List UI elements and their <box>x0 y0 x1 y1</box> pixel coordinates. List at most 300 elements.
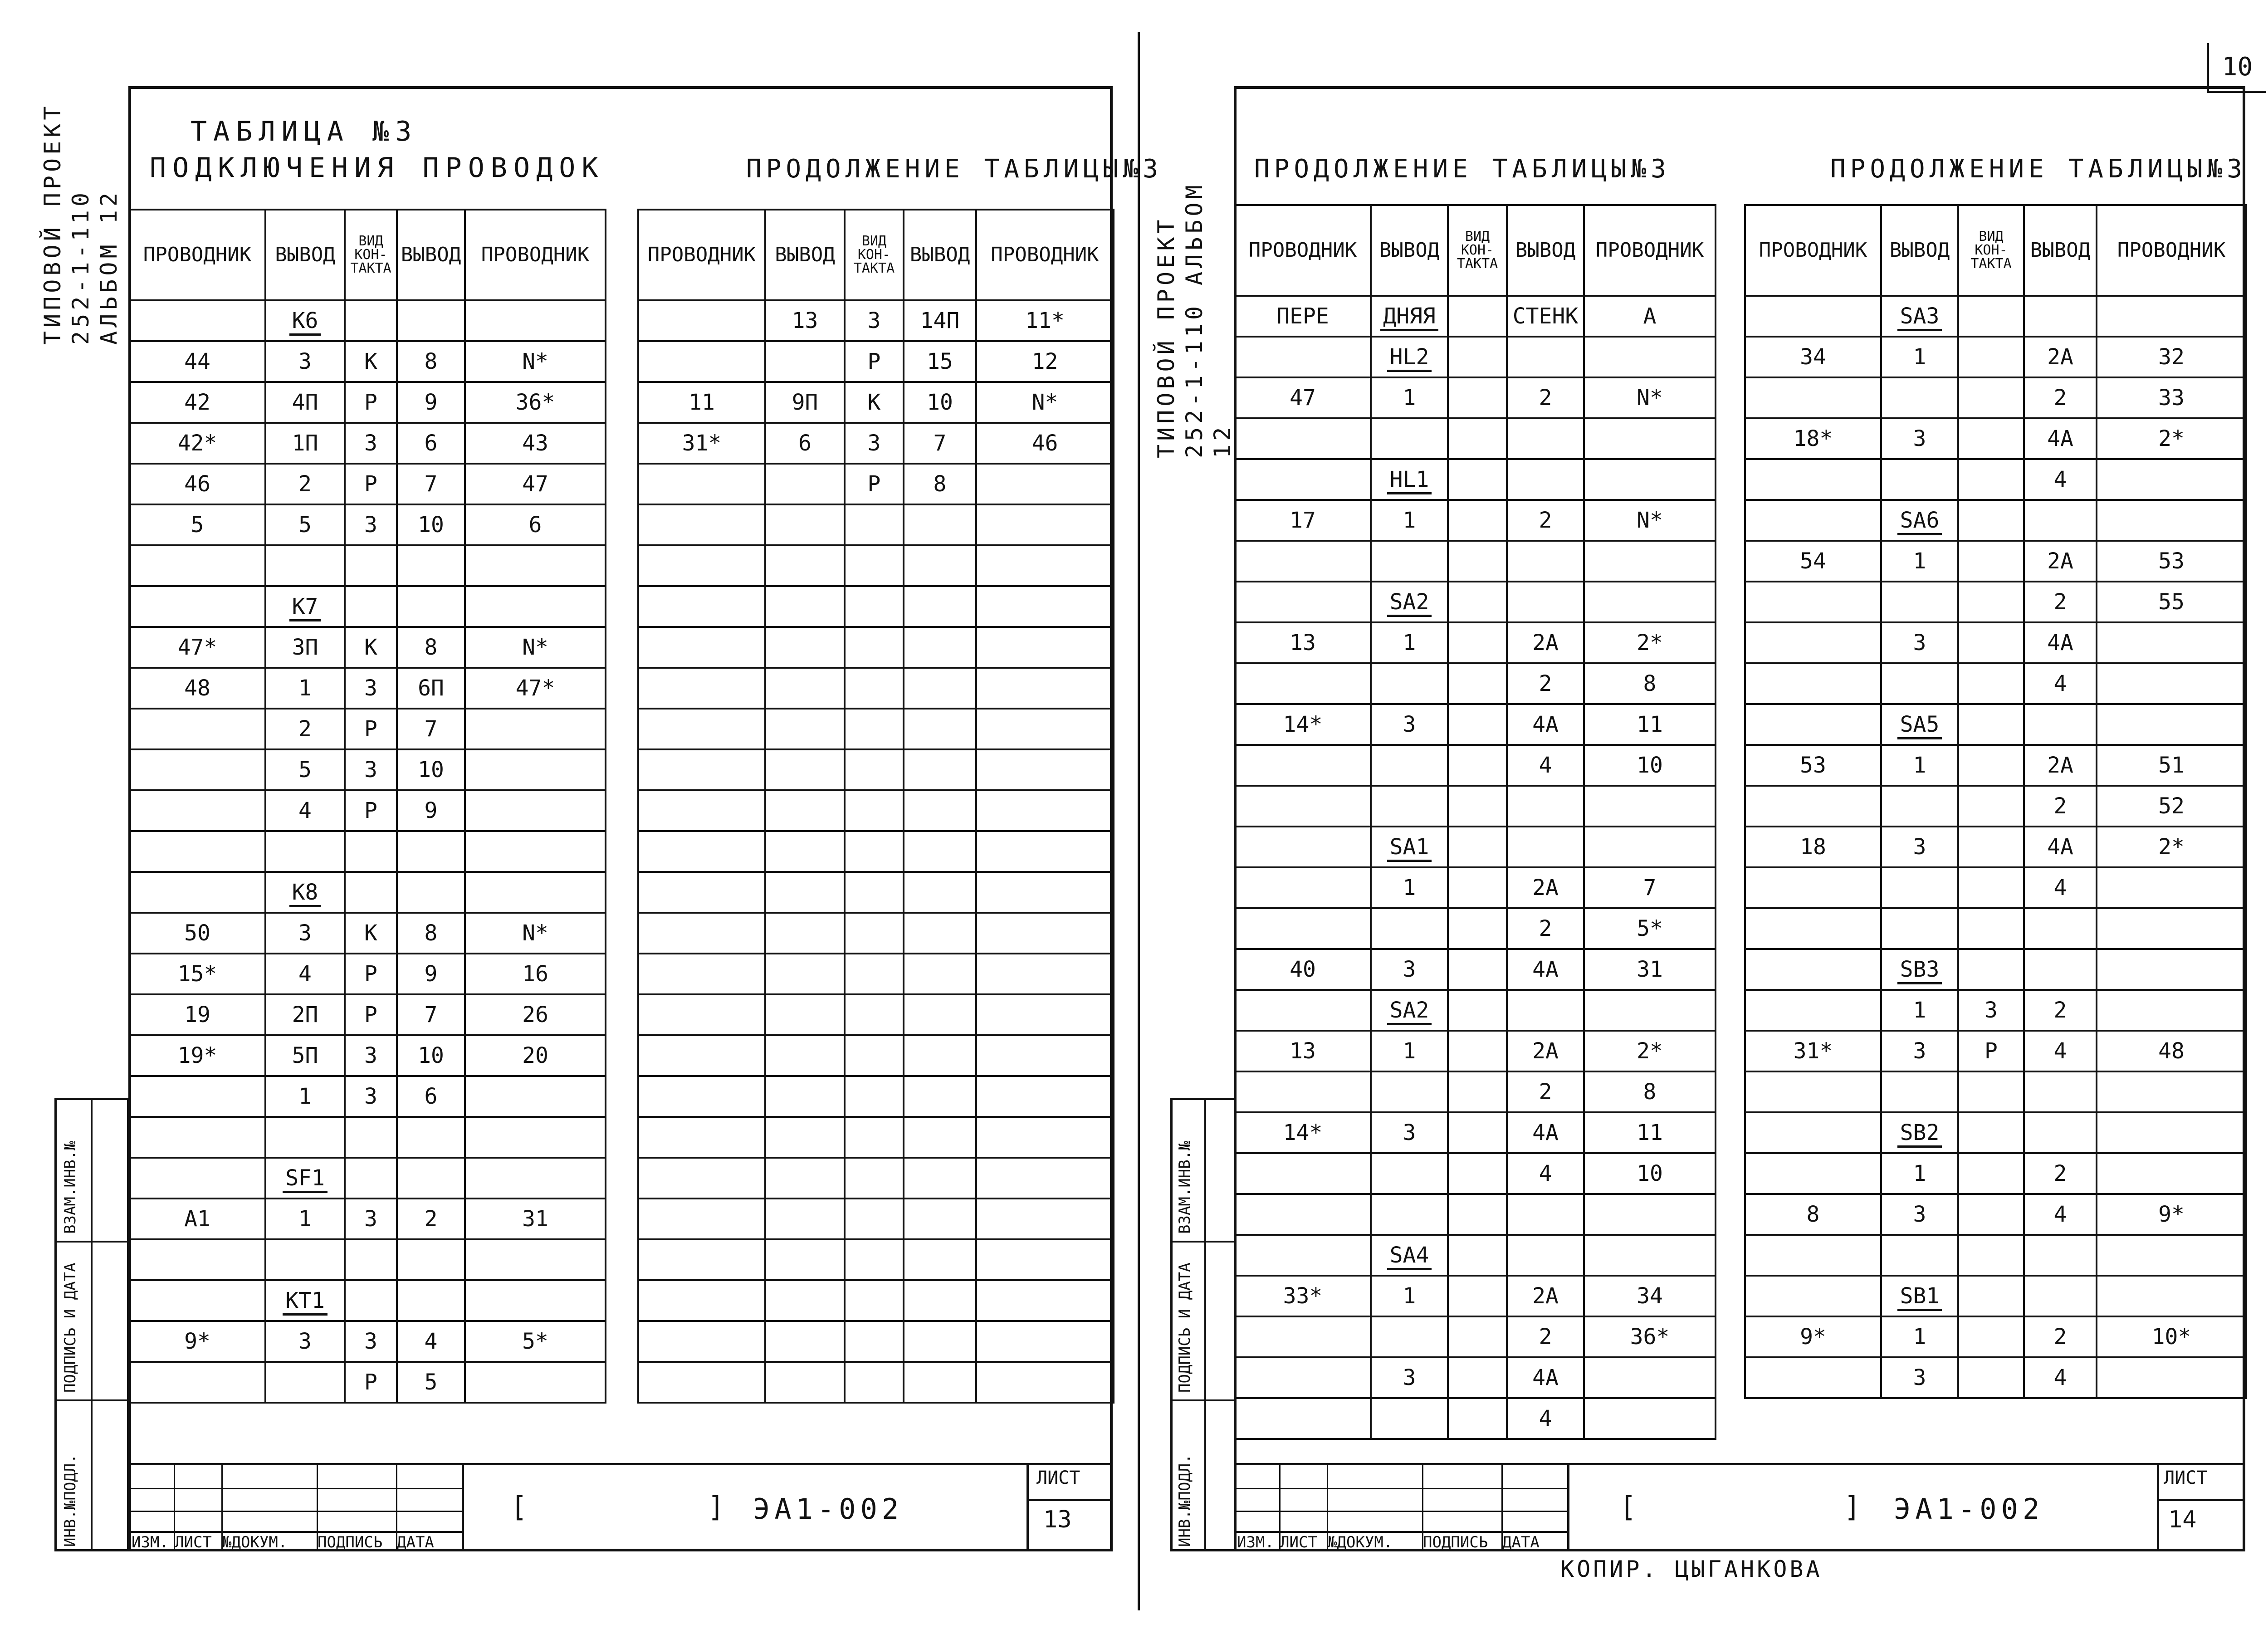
table-cell <box>397 545 465 586</box>
table-row <box>1235 704 1716 745</box>
table-cell <box>976 1117 1114 1158</box>
table-cell <box>465 1362 606 1403</box>
table-cell <box>1448 1112 1507 1153</box>
table-cell: А1 <box>129 1199 265 1239</box>
table-cell <box>1881 582 1958 622</box>
table-row <box>638 1321 1114 1362</box>
table-cell: 10 <box>397 1035 465 1076</box>
table-row <box>638 627 1114 668</box>
table-row <box>129 1321 606 1362</box>
table-cell <box>1745 786 1881 827</box>
table-row <box>1235 1112 1716 1153</box>
table-cell: 2 <box>1507 1071 1584 1112</box>
table-cell: 1 <box>1371 500 1448 541</box>
table-cell: 8 <box>1745 1194 1881 1235</box>
device-label: SF1 <box>283 1165 327 1193</box>
table-cell: 19* <box>129 1035 265 1076</box>
table-cell <box>1235 337 1371 377</box>
table-cell <box>1881 1112 1958 1153</box>
table-row <box>129 1076 606 1117</box>
table-cell <box>129 1362 265 1403</box>
table-cell: 2 <box>265 709 345 749</box>
left-project-label: ТИПОВОЙ ПРОЕКТ 252-1-110 АЛЬБОМ 12 <box>39 103 122 345</box>
table-cell: 50 <box>129 913 265 954</box>
table-row <box>638 749 1114 790</box>
table-cell <box>2097 459 2246 500</box>
table-cell <box>129 749 265 790</box>
table-cell <box>465 872 606 913</box>
table-cell: 4 <box>1507 1153 1584 1194</box>
table-cell <box>1745 1112 1881 1153</box>
table-cell <box>2024 949 2097 990</box>
table-cell: 43 <box>465 423 606 464</box>
table-cell <box>1507 582 1584 622</box>
table-cell <box>345 872 397 913</box>
table-cell <box>1448 1357 1507 1398</box>
table-cell: 31 <box>465 1199 606 1239</box>
table-cell: 17 <box>1235 500 1371 541</box>
table-cell: 10 <box>904 382 976 423</box>
table-cell <box>465 1239 606 1280</box>
table-cell <box>845 954 904 994</box>
table-cell: 9* <box>2097 1194 2246 1235</box>
table-cell <box>1745 1276 1881 1316</box>
table-cell: З <box>1958 990 2024 1031</box>
table-cell: Р <box>345 382 397 423</box>
table-cell <box>638 1199 765 1239</box>
table-cell <box>129 1076 265 1117</box>
table-row <box>1235 908 1716 949</box>
table-cell <box>765 872 845 913</box>
table-cell <box>465 1280 606 1321</box>
table-cell: 13 <box>765 300 845 341</box>
table-cell <box>1448 1276 1507 1316</box>
table-row <box>638 1076 1114 1117</box>
table-cell <box>129 1280 265 1321</box>
table-cell: 1 <box>1371 622 1448 663</box>
table-cell <box>397 1239 465 1280</box>
table-row <box>1745 1357 2246 1398</box>
table-row <box>1235 582 1716 622</box>
table-cell <box>345 1117 397 1158</box>
table-cell <box>397 1117 465 1158</box>
header-conductor: ПРОВОДНИК <box>1584 205 1716 296</box>
table-cell <box>465 586 606 627</box>
table-row <box>638 300 1114 341</box>
table-row <box>1235 990 1716 1031</box>
table-cell <box>1745 1071 1881 1112</box>
table-cell <box>976 464 1114 504</box>
table-cell <box>1745 990 1881 1031</box>
table-cell: 33 <box>2097 377 2246 418</box>
header-terminal: ВЫВОД <box>2024 205 2097 296</box>
table-cell <box>1448 459 1507 500</box>
table-cell: Р <box>345 790 397 831</box>
table-cell <box>765 1076 845 1117</box>
table-cell: 3 <box>1881 418 1958 459</box>
table-cell: З <box>345 504 397 545</box>
table-cell: 7 <box>904 423 976 464</box>
table-row <box>638 1199 1114 1239</box>
table-cell <box>397 1280 465 1321</box>
table-cell <box>1371 1071 1448 1112</box>
table-cell <box>1371 990 1448 1031</box>
table-cell <box>765 913 845 954</box>
table-cell: 34 <box>1745 337 1881 377</box>
table-cell <box>638 545 765 586</box>
table-cell: 11 <box>638 382 765 423</box>
table-cell: 5 <box>265 504 345 545</box>
table-cell: 1 <box>1881 990 1958 1031</box>
right-project-label: ТИПОВОЙ ПРОЕКТ 252-1-110 АЛЬБОМ 12 <box>1153 181 1236 458</box>
table-cell: 3П <box>265 627 345 668</box>
header-conductor: ПРОВОДНИК <box>465 210 606 300</box>
table-cell: 3 <box>265 913 345 954</box>
table-cell <box>976 1158 1114 1199</box>
table-cell: N* <box>1584 500 1716 541</box>
table-cell <box>129 872 265 913</box>
table-cell <box>765 954 845 994</box>
table-row <box>1235 867 1716 908</box>
table-cell: 46 <box>976 423 1114 464</box>
table-cell: 5* <box>1584 908 1716 949</box>
table-cell: 8 <box>1584 1071 1716 1112</box>
table-cell: 6 <box>465 504 606 545</box>
table-cell: 2 <box>2024 990 2097 1031</box>
table-cell <box>765 1117 845 1158</box>
table-row <box>1745 1071 2246 1112</box>
right-continuation-title-a: ПРОДОЛЖЕНИЕ ТАБЛИЦЫ№3 <box>1254 154 1671 184</box>
table-cell <box>765 1239 845 1280</box>
table-cell <box>976 994 1114 1035</box>
table-row <box>1745 1153 2246 1194</box>
table-cell <box>1371 663 1448 704</box>
table-row <box>638 382 1114 423</box>
table-cell <box>904 1321 976 1362</box>
table-row <box>129 709 606 749</box>
table-cell <box>638 1362 765 1403</box>
table-cell: Р <box>345 994 397 1035</box>
table-cell <box>1448 990 1507 1031</box>
table-cell: 1 <box>265 1199 345 1239</box>
table-row <box>1745 377 2246 418</box>
right-stamp-sign: ПОДПИСЬ <box>1423 1533 1488 1551</box>
table-row <box>638 464 1114 504</box>
table-row <box>1235 1357 1716 1398</box>
table-cell <box>265 545 345 586</box>
table-cell: 1 <box>1371 867 1448 908</box>
header-conductor: ПРОВОДНИК <box>976 210 1114 300</box>
table-cell <box>976 709 1114 749</box>
table-row <box>1745 541 2246 582</box>
table-cell: 8 <box>904 464 976 504</box>
table-cell <box>765 994 845 1035</box>
table-cell <box>1958 622 2024 663</box>
table-cell <box>845 790 904 831</box>
table-cell <box>265 586 345 627</box>
table-cell: 3 <box>265 341 345 382</box>
table-cell: N* <box>465 627 606 668</box>
table-row <box>1745 1316 2246 1357</box>
table-row <box>1235 1235 1716 1276</box>
table-cell <box>345 545 397 586</box>
table-cell <box>1881 1276 1958 1316</box>
table-header-row <box>1745 205 2246 296</box>
table-cell <box>976 668 1114 709</box>
table-row <box>129 668 606 709</box>
table-cell <box>638 831 765 872</box>
table-cell: 4А <box>2024 827 2097 867</box>
table-cell <box>1448 296 1507 337</box>
table-cell <box>638 872 765 913</box>
table-cell: 6 <box>397 1076 465 1117</box>
table-row <box>638 504 1114 545</box>
table-cell: 2* <box>1584 622 1716 663</box>
header-conductor: ПРОВОДНИК <box>1745 205 1881 296</box>
table-cell: N* <box>465 913 606 954</box>
table-row <box>1745 1235 2246 1276</box>
table-cell <box>976 627 1114 668</box>
table-cell <box>1745 867 1881 908</box>
table-cell <box>1881 377 1958 418</box>
table-cell <box>1448 500 1507 541</box>
table-cell <box>1235 745 1371 786</box>
table-cell <box>1371 541 1448 582</box>
table-cell: 4 <box>2024 867 2097 908</box>
table-row <box>1235 541 1716 582</box>
table-cell <box>265 1239 345 1280</box>
table-row <box>129 1035 606 1076</box>
table-cell <box>1235 1194 1371 1235</box>
table-cell: 31* <box>1745 1031 1881 1071</box>
table-row <box>1745 908 2246 949</box>
table-cell <box>1371 459 1448 500</box>
table-cell: 36* <box>1584 1316 1716 1357</box>
table-cell <box>1745 949 1881 990</box>
table-cell <box>2097 1276 2246 1316</box>
table-row <box>1235 1194 1716 1235</box>
table-cell <box>1584 1357 1716 1398</box>
left-continuation-title: ПРОДОЛЖЕНИЕ ТАБЛИЦЫ№3 <box>746 154 1163 184</box>
table-cell <box>2097 663 2246 704</box>
table-cell <box>129 1158 265 1199</box>
table-cell: К <box>345 913 397 954</box>
table-cell: 53 <box>1745 745 1881 786</box>
table-cell <box>265 1117 345 1158</box>
table-cell <box>845 872 904 913</box>
table-cell: К <box>345 627 397 668</box>
table-cell: N* <box>976 382 1114 423</box>
table-cell: 47* <box>129 627 265 668</box>
table-cell <box>765 668 845 709</box>
table-cell <box>1507 827 1584 867</box>
table-cell <box>2024 1235 2097 1276</box>
table-cell: 2П <box>265 994 345 1035</box>
table-cell <box>765 1158 845 1199</box>
table-cell: 2А <box>2024 745 2097 786</box>
table-row <box>1745 622 2246 663</box>
table-cell <box>765 545 845 586</box>
table-row <box>1745 1031 2246 1071</box>
table-row <box>1235 418 1716 459</box>
table-cell: 9 <box>397 954 465 994</box>
table-cell <box>1584 541 1716 582</box>
table-cell: 5 <box>129 504 265 545</box>
table-row <box>1235 949 1716 990</box>
table-cell: 47 <box>465 464 606 504</box>
table-cell: 2* <box>1584 1031 1716 1071</box>
table-cell <box>465 831 606 872</box>
table-cell: З <box>345 423 397 464</box>
table-cell <box>129 1239 265 1280</box>
table-row <box>129 341 606 382</box>
table-cell: 2А <box>1507 1031 1584 1071</box>
table-cell <box>845 994 904 1035</box>
table-row <box>1235 1398 1716 1439</box>
table-cell <box>1584 418 1716 459</box>
table-cell <box>845 668 904 709</box>
left-sheet-label: ЛИСТ <box>1036 1468 1080 1488</box>
table-cell: 12 <box>976 341 1114 382</box>
table-cell: 40 <box>1235 949 1371 990</box>
table-row <box>1745 296 2246 337</box>
table-cell: 4 <box>1507 745 1584 786</box>
header-conductor: ПРОВОДНИК <box>2097 205 2246 296</box>
table-cell <box>1745 663 1881 704</box>
table-cell <box>1881 867 1958 908</box>
table-cell <box>1235 1071 1371 1112</box>
table-cell <box>1448 337 1507 377</box>
table-cell <box>765 464 845 504</box>
table-cell: 2А <box>1507 622 1584 663</box>
table-cell <box>129 1117 265 1158</box>
table-cell <box>845 1321 904 1362</box>
table-cell <box>1745 908 1881 949</box>
table-row <box>1235 745 1716 786</box>
table-cell <box>2097 704 2246 745</box>
device-label: SB1 <box>1897 1283 1942 1311</box>
table-cell <box>765 1362 845 1403</box>
table-cell <box>2024 704 2097 745</box>
table-cell <box>345 1239 397 1280</box>
table-row <box>1745 1112 2246 1153</box>
table-cell <box>1881 500 1958 541</box>
table-cell: 2 <box>1507 663 1584 704</box>
table-cell <box>1745 704 1881 745</box>
table-cell: 53 <box>2097 541 2246 582</box>
table-cell <box>1745 377 1881 418</box>
table-cell <box>904 913 976 954</box>
table-row <box>638 1280 1114 1321</box>
table-cell: 7 <box>397 709 465 749</box>
table-row <box>638 790 1114 831</box>
table-cell: N* <box>1584 377 1716 418</box>
table-row <box>129 300 606 341</box>
table-cell <box>904 1035 976 1076</box>
table-cell <box>265 872 345 913</box>
table-cell <box>129 790 265 831</box>
right-margin-field-3: ВЗАМ.ИНВ.№ <box>1176 1141 1194 1234</box>
table-cell <box>1371 1194 1448 1235</box>
left-stamp-izm: ИЗМ. <box>132 1533 169 1551</box>
table-cell: 16 <box>465 954 606 994</box>
table-cell: 3 <box>1371 1357 1448 1398</box>
table-cell <box>1958 786 2024 827</box>
table-cell <box>638 1076 765 1117</box>
device-label: HL2 <box>1387 344 1432 372</box>
table-cell: 11 <box>1584 704 1716 745</box>
table-cell: СТЕНК <box>1507 296 1584 337</box>
table-cell: ПЕРЕ <box>1235 296 1371 337</box>
table-cell <box>1448 622 1507 663</box>
table-cell <box>765 831 845 872</box>
table-cell: 42* <box>129 423 265 464</box>
table-row <box>638 341 1114 382</box>
device-label: SB3 <box>1897 957 1942 984</box>
table-cell <box>976 1321 1114 1362</box>
table-cell: 13 <box>1235 622 1371 663</box>
table-cell <box>638 913 765 954</box>
table-cell <box>1507 990 1584 1031</box>
table-row <box>1235 1071 1716 1112</box>
right-stamp-list: ЛИСТ <box>1280 1533 1317 1551</box>
table-cell: З <box>345 1321 397 1362</box>
table-cell: З <box>345 668 397 709</box>
table-cell <box>638 300 765 341</box>
table-cell <box>904 668 976 709</box>
right-doc-code: ЭА1-002 <box>1894 1492 2044 1526</box>
table-cell <box>1448 1153 1507 1194</box>
left-sheet-number: 13 <box>1043 1506 1072 1533</box>
table-cell <box>1507 459 1584 500</box>
table-cell: 1 <box>1371 1031 1448 1071</box>
table-row <box>1745 786 2246 827</box>
table-cell <box>1448 1316 1507 1357</box>
header-contact-type: ВИД КОН- ТАКТА <box>1448 205 1507 296</box>
table-cell <box>1448 908 1507 949</box>
table-cell: 1 <box>1881 1316 1958 1357</box>
table-cell <box>765 1199 845 1239</box>
table-cell: 2 <box>1507 500 1584 541</box>
table-cell <box>397 831 465 872</box>
table-cell <box>904 586 976 627</box>
table-cell <box>765 627 845 668</box>
table-cell <box>1958 827 2024 867</box>
table-cell: 3 <box>1371 949 1448 990</box>
table-cell <box>904 954 976 994</box>
table-cell: 5* <box>465 1321 606 1362</box>
table-cell: Р <box>845 464 904 504</box>
table-cell <box>845 831 904 872</box>
table-row <box>1235 663 1716 704</box>
table-row <box>1745 459 2246 500</box>
left-stamp-sign: ПОДПИСЬ <box>318 1533 383 1551</box>
table-cell <box>465 1117 606 1158</box>
table-cell <box>1507 541 1584 582</box>
table-cell <box>265 300 345 341</box>
table-cell: 4 <box>265 790 345 831</box>
table-cell: А <box>1584 296 1716 337</box>
table-cell: 14П <box>904 300 976 341</box>
table-cell <box>1371 1398 1448 1439</box>
table-cell <box>1448 704 1507 745</box>
table-cell: 4 <box>2024 1031 2097 1071</box>
table-cell <box>638 1035 765 1076</box>
table-row <box>1745 582 2246 622</box>
table-cell <box>397 872 465 913</box>
table-cell <box>904 1199 976 1239</box>
table-cell <box>1371 827 1448 867</box>
